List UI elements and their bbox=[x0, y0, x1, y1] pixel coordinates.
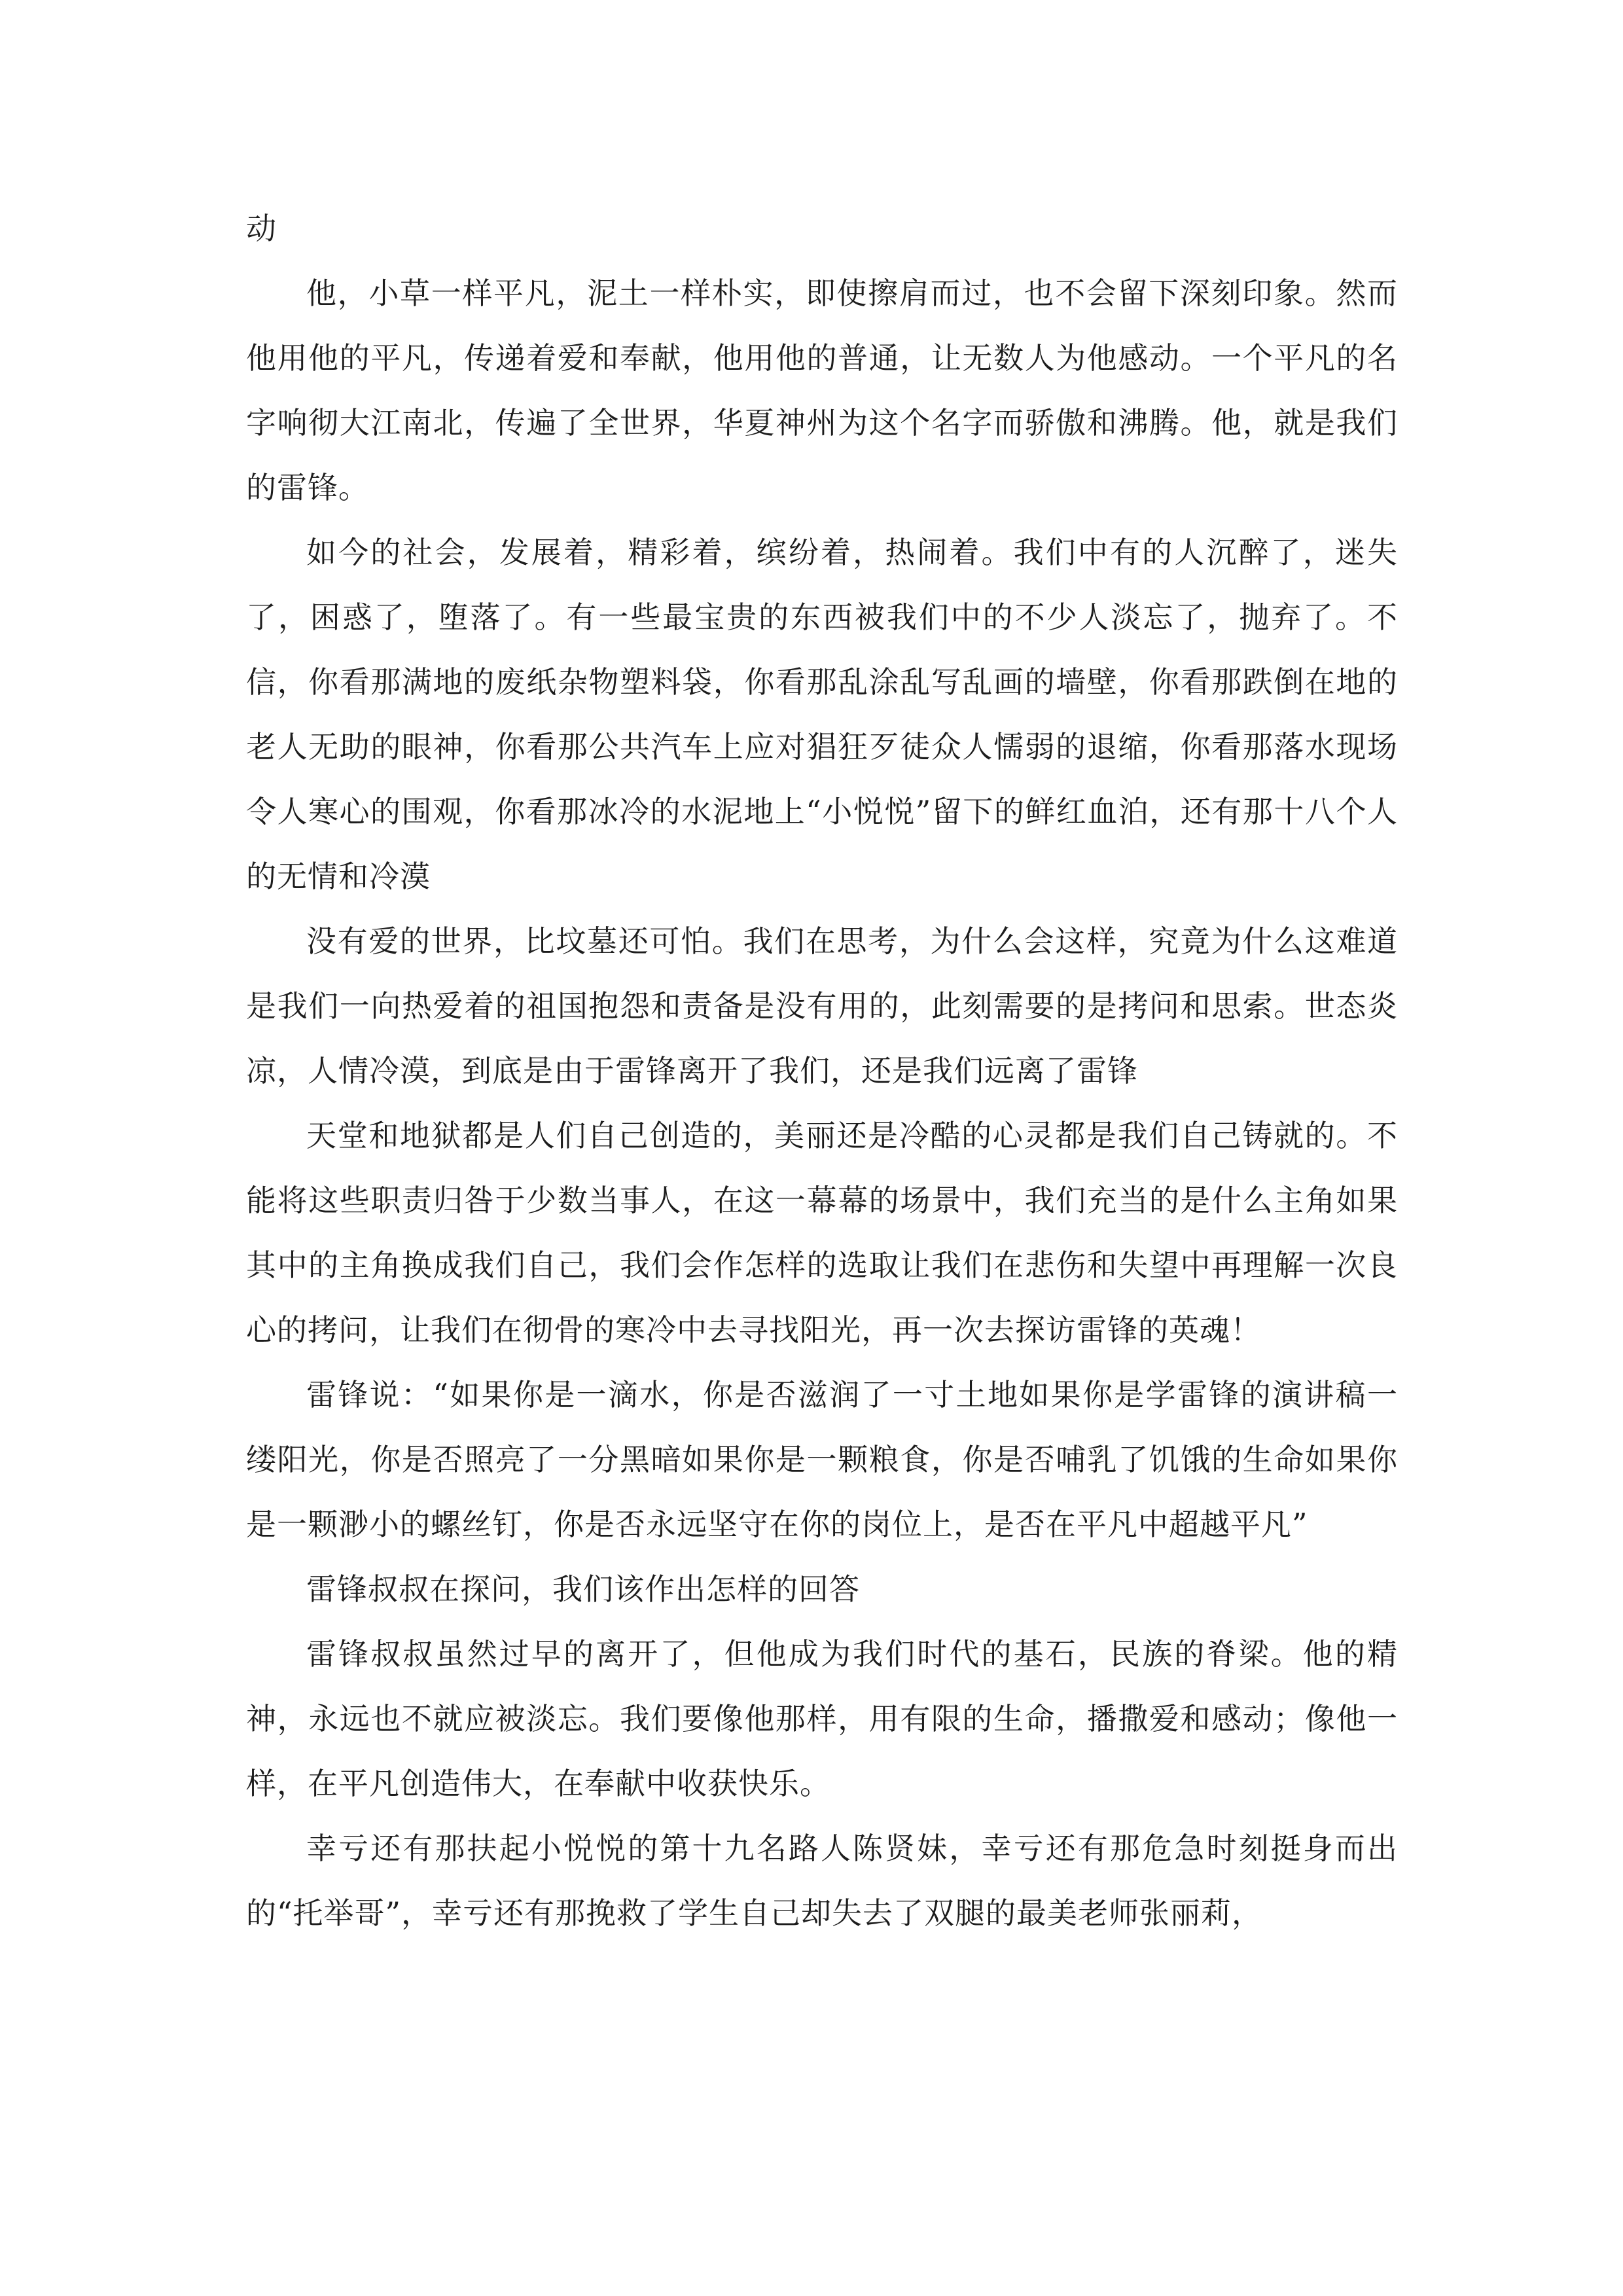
paragraph: 雷锋叔叔在探问，我们该作出怎样的回答 bbox=[306, 1571, 860, 1607]
paragraph: 雷锋叔叔虽然过早的离开了，但他成为我们时代的基石，民族的脊梁。他的精神，永远也不就应被淡忘。我们要像他那样，用有限的生命，播撒爱和感动；像他一样，在平凡创造伟大，在奉献中收获快乐。 bbox=[246, 1636, 1398, 1801]
paragraph: 没有爱的世界，比坟墓还可怕。我们在思考，为什么会这样，究竟为什么这难道是我们一向热爱着的祖国抱怨和责备是没有用的，此刻需要的是拷问和思索。世态炎凉，人情冷漠，到底是由于雷锋离开了我们，还是我们远离了雷锋 bbox=[246, 924, 1398, 1088]
paragraph: 天堂和地狱都是人们自己创造的，美丽还是冷酷的心灵都是我们自己铸就的。不能将这些职责归咎于少数当事人，在这一幕幕的场景中，我们充当的是什么主角如果其中的主角换成我们自己，我们会作怎样的选取让我们在悲伤和失望中再理解一次良心的拷问，让我们在彻骨的寒冷中去寻找阳光，再一次去探访雷锋的英魂！ bbox=[246, 1118, 1398, 1348]
paragraph: 如今的社会，发展着，精彩着，缤纷着，热闹着。我们中有的人沉醉了，迷失了，困惑了，堕落了。有一些最宝贵的东西被我们中的不少人淡忘了，抛弃了。不信，你看那满地的废纸杂物塑料袋，你看那乱涂乱写乱画的墙壁，你看那跌倒在地的老人无助的眼神，你看那公共汽车上应对猖狂歹徒众人懦弱的退缩，你看那落水现场令人寒心的围观，你看那冰冷的水泥地上“小悦悦”留下的鲜红血泊，还有那十八个人的无情和冷漠 bbox=[246, 535, 1398, 894]
paragraph: 他，小草一样平凡，泥土一样朴实，即使擦肩而过，也不会留下深刻印象。然而他用他的平凡，传递着爱和奉献，他用他的普通，让无数人为他感动。一个平凡的名字响彻大江南北，传遍了全世界，华夏神州为这个名字而骄傲和沸腾。他，就是我们的雷锋。 bbox=[246, 276, 1398, 505]
paragraph: 雷锋说：“如果你是一滴水，你是否滋润了一寸土地如果你是学雷锋的演讲稿一缕阳光，你是否照亮了一分黑暗如果你是一颗粮食，你是否哺乳了饥饿的生命如果你是一颗渺小的螺丝钉，你是否永远坚守在你的岗位上，是否在平凡中超越平凡” bbox=[246, 1377, 1398, 1542]
paragraph: 幸亏还有那扶起小悦悦的第十九名路人陈贤妹，幸亏还有那危急时刻挺身而出的“托举哥”，幸亏还有那挽救了学生自己却失去了双腿的最美老师张丽莉， bbox=[246, 1831, 1398, 1931]
document-body bbox=[246, 196, 1398, 1946]
paragraph-continuation: 动 bbox=[246, 211, 277, 246]
